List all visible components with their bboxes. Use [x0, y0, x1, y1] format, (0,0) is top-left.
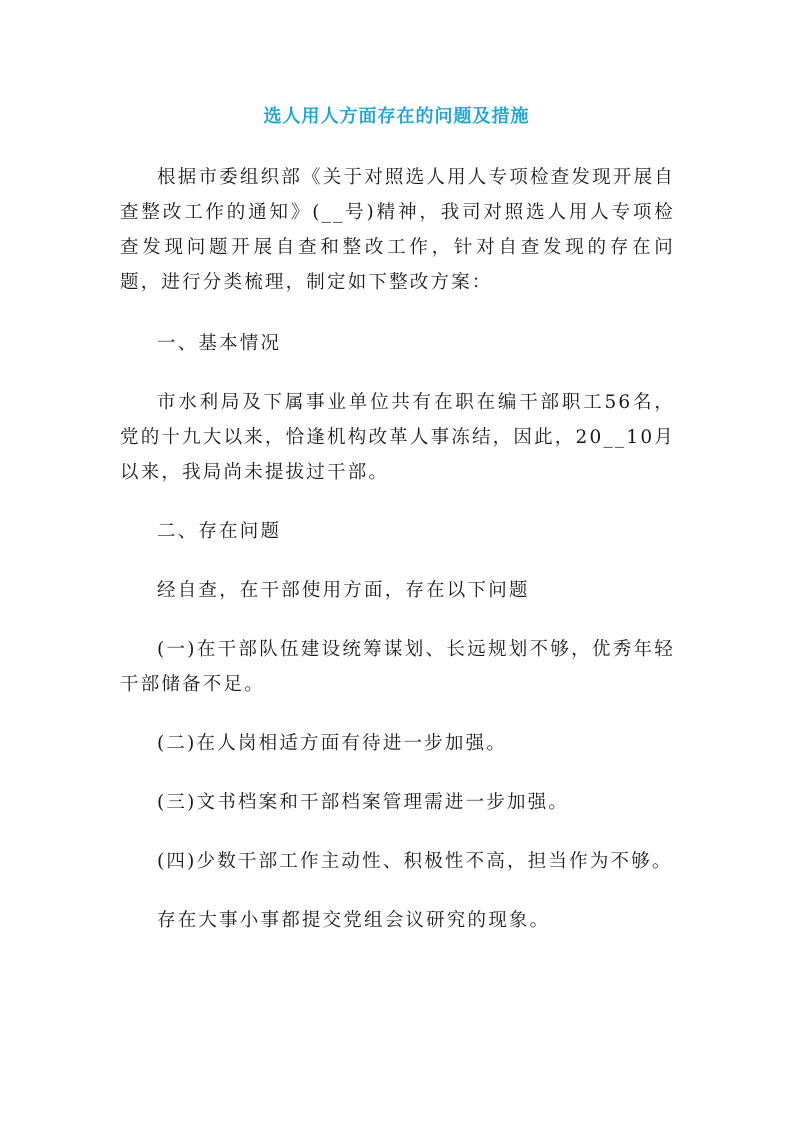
problem-item-5: 存在大事小事都提交党组会议研究的现象。 [157, 910, 551, 931]
problem-item-4: (四)少数干部工作主动性、积极性不高，担当作为不够。 [157, 851, 673, 872]
document-body [120, 160, 675, 962]
problem-item-2: (二)在人岗相适方面有待进一步加强。 [157, 733, 508, 754]
intro-paragraph: 根据市委组织部《关于对照选人用人专项检查发现开展自查整改工作的通知》(__号)精神，我司对照选人用人专项检查发现问题开展自查和整改工作，针对自查发现的存在问题，进行分类梳理，制定如下整改方案： [120, 167, 675, 293]
section-heading-basic-situation: 一、基本情况 [157, 333, 282, 354]
problems-intro-paragraph: 经自查，在干部使用方面，存在以下问题 [157, 580, 530, 601]
section-heading-existing-problems: 二、存在问题 [157, 521, 282, 542]
problem-item-1: (一)在干部队伍建设统筹谋划、长远规划不够，优秀年轻干部储备不足。 [120, 639, 675, 695]
basic-situation-paragraph: 市水利局及下属事业单位共有在职在编干部职工56名，党的十九大以来，恰逢机构改革人事冻结，因此，20__10月以来，我局尚未提拔过干部。 [120, 392, 675, 483]
problem-item-3: (三)文书档案和干部档案管理需进一步加强。 [157, 792, 570, 813]
document-title: 选人用人方面存在的问题及措施 [263, 106, 530, 127]
